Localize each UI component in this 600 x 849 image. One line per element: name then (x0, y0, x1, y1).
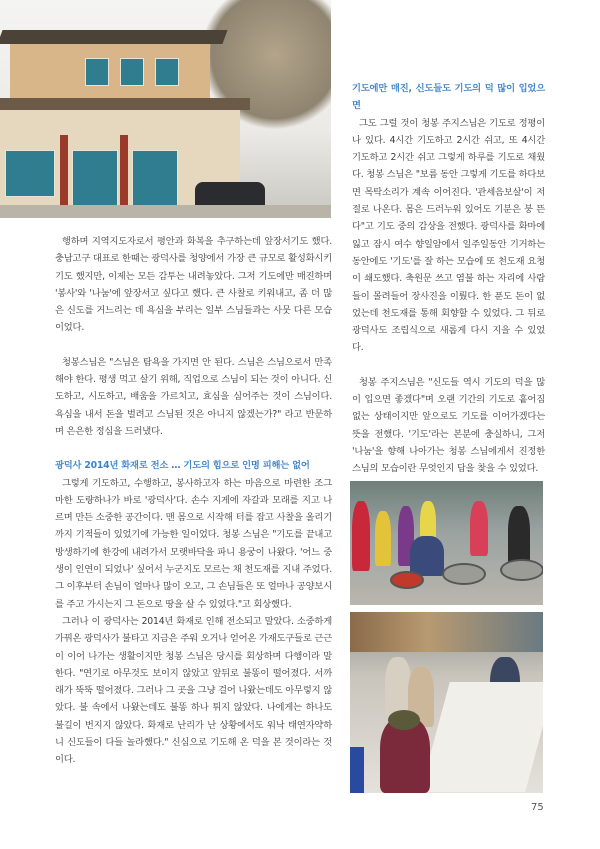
volunteers-cooking-photo (350, 481, 543, 605)
section-heading: 광덕사 2014년 화재로 전소 … 기도의 힘으로 인명 피해는 없어 (55, 460, 310, 472)
body-paragraph: 그도 그럴 것이 청봉 주지스님은 기도로 정평이 나 있다. 4시간 기도하고 2시간 쉬고, 또 4시간 기도하고 2시간 쉬고 그렇게 하루를 기도로 채웠다. 청봉 스님은 "보름 동안 그렇게 기도를 하다보면 목탁소리가 계속 이어진다. '관세음보살'이 저절로 나온다. 몸은 드러누워 있어도 기분은 붕 뜬다"고 기도 중의 감상을 전했다. 광덕사를 화마에 잃고 잠시 여수 향일암에서 일주일동안 기거하는 동안에도 '기도'를 잘 하는 모습에 또 천도재 요청이 쇄도했다. 축원문 쓰고 염불 하는 자리에 사람들이 몰려들어 장사진을 이뤘다. 한 푼도 돈이 없었는데 천도재를 통해 회향할 수 있었다. 그 뒤로 광덕사도 조립식으로 새롭게 다시 지을 수 있었다. (352, 117, 545, 354)
page-number: 75 (531, 802, 544, 813)
body-paragraph: 그렇게 기도하고, 수행하고, 봉사하고자 하는 마음으로 마련한 조그마한 도량하나가 바로 '광덕사'다. 손수 지게에 자갈과 모래를 지고 나르며 만든 소중한 공간이다. 맨 몸으로 시작해 터를 잡고 사찰을 올리기까지 기적들이 있었기에 가능한 일이었다. 청봉 스님은 "기도를 끝내고 방생하기에 한강에 내려가서 모랫바닥을 파니 용궁이 나왔다. '어느 중생이 인연이 되었나' 싶어서 누군지도 모르는 채 천도재를 지내 주었다. 그 이후부터 손님이 얼마나 많이 오고, 그 손님들은 또 얼마나 공양보시를 주고 가시는지 그 돈으로 땅을 살 수 있었다."고 회상했다. (55, 477, 332, 610)
body-paragraph: 청봉 주지스님은 "신도들 역시 기도의 덕을 많이 입으면 좋겠다"며 오랜 기간의 기도로 흩어짐 없는 상태이지만 앞으로도 기도를 이어가겠다는 뜻을 전했다. '기도'라는 본분에 충실하니, 그저 '나눔'을 향해 나아가는 청봉 스님에게서 진정한 스님의 모습이란 무엇인지 답을 찾을 수 있었다. (352, 376, 545, 475)
body-paragraph: 그러나 이 광덕사는 2014년 화재로 인해 전소되고 말았다. 소중하게 가꿔온 광덕사가 불타고 지금은 주워 오거나 얻어온 가재도구들로 근근이 이어 나가는 생활이지만 청봉 스님은 당시를 회상하며 다행이라 말한다. "연기로 아무것도 보이지 않았고 앞뒤로 불똥이 떨어졌다. 서까래가 뚝뚝 떨어졌다. 그러나 그 곳을 그냥 걸어 나왔는데도 아무렇지 않았다. 불 속에서 나왔는데도 불똥 하나 튀지 않았다. 나에게는 하나도 불길이 번지지 않았다. 화재로 난리가 난 상황에서도 워낙 태연자약하니 신도들이 다들 놀라했다." 신심으로 기도해 온 덕을 본 것이라는 것이다. (55, 615, 332, 766)
section-heading: 기도에만 매진, 신도들도 기도의 덕 많이 입었으면 (352, 83, 545, 112)
outdoor-meal-photo (350, 612, 543, 793)
body-paragraph: 청봉스님은 "스님은 탐욕을 가지면 안 된다. 스님은 스님으로서 만족해야 한다. 평생 먹고 살기 위해, 직업으로 스님이 되는 것이 아니다. 신도하고, 시도하고, 배움을 가르치고, 효심을 심어주는 것이 스님이다. 욕심을 내서 돈을 벌려고 스님된 것은 아니지 않겠는가?" 라고 반문하며 은은한 정심을 드러냈다. (55, 356, 332, 437)
right-column (352, 80, 545, 478)
body-paragraph: 행하며 지역지도자로서 평안과 화복을 추구하는데 앞장서기도 했다. 충남고구 대표로 한때는 광덕사를 청양에서 가장 큰 규모로 활성화시키기도 했지만, 이제는 모든 감투는 내려놓았다. 그저 기도에만 매진하며 '봉사'와 '나눔'에 앞장서고 싶다고 했다. 큰 사찰로 키워내고, 좀 더 많은 신도를 거느리는 데 욕심을 부리는 일부 스님들과는 사뭇 다른 모습이었다. (55, 236, 332, 334)
left-column (55, 233, 332, 769)
temple-building-photo (0, 0, 331, 218)
